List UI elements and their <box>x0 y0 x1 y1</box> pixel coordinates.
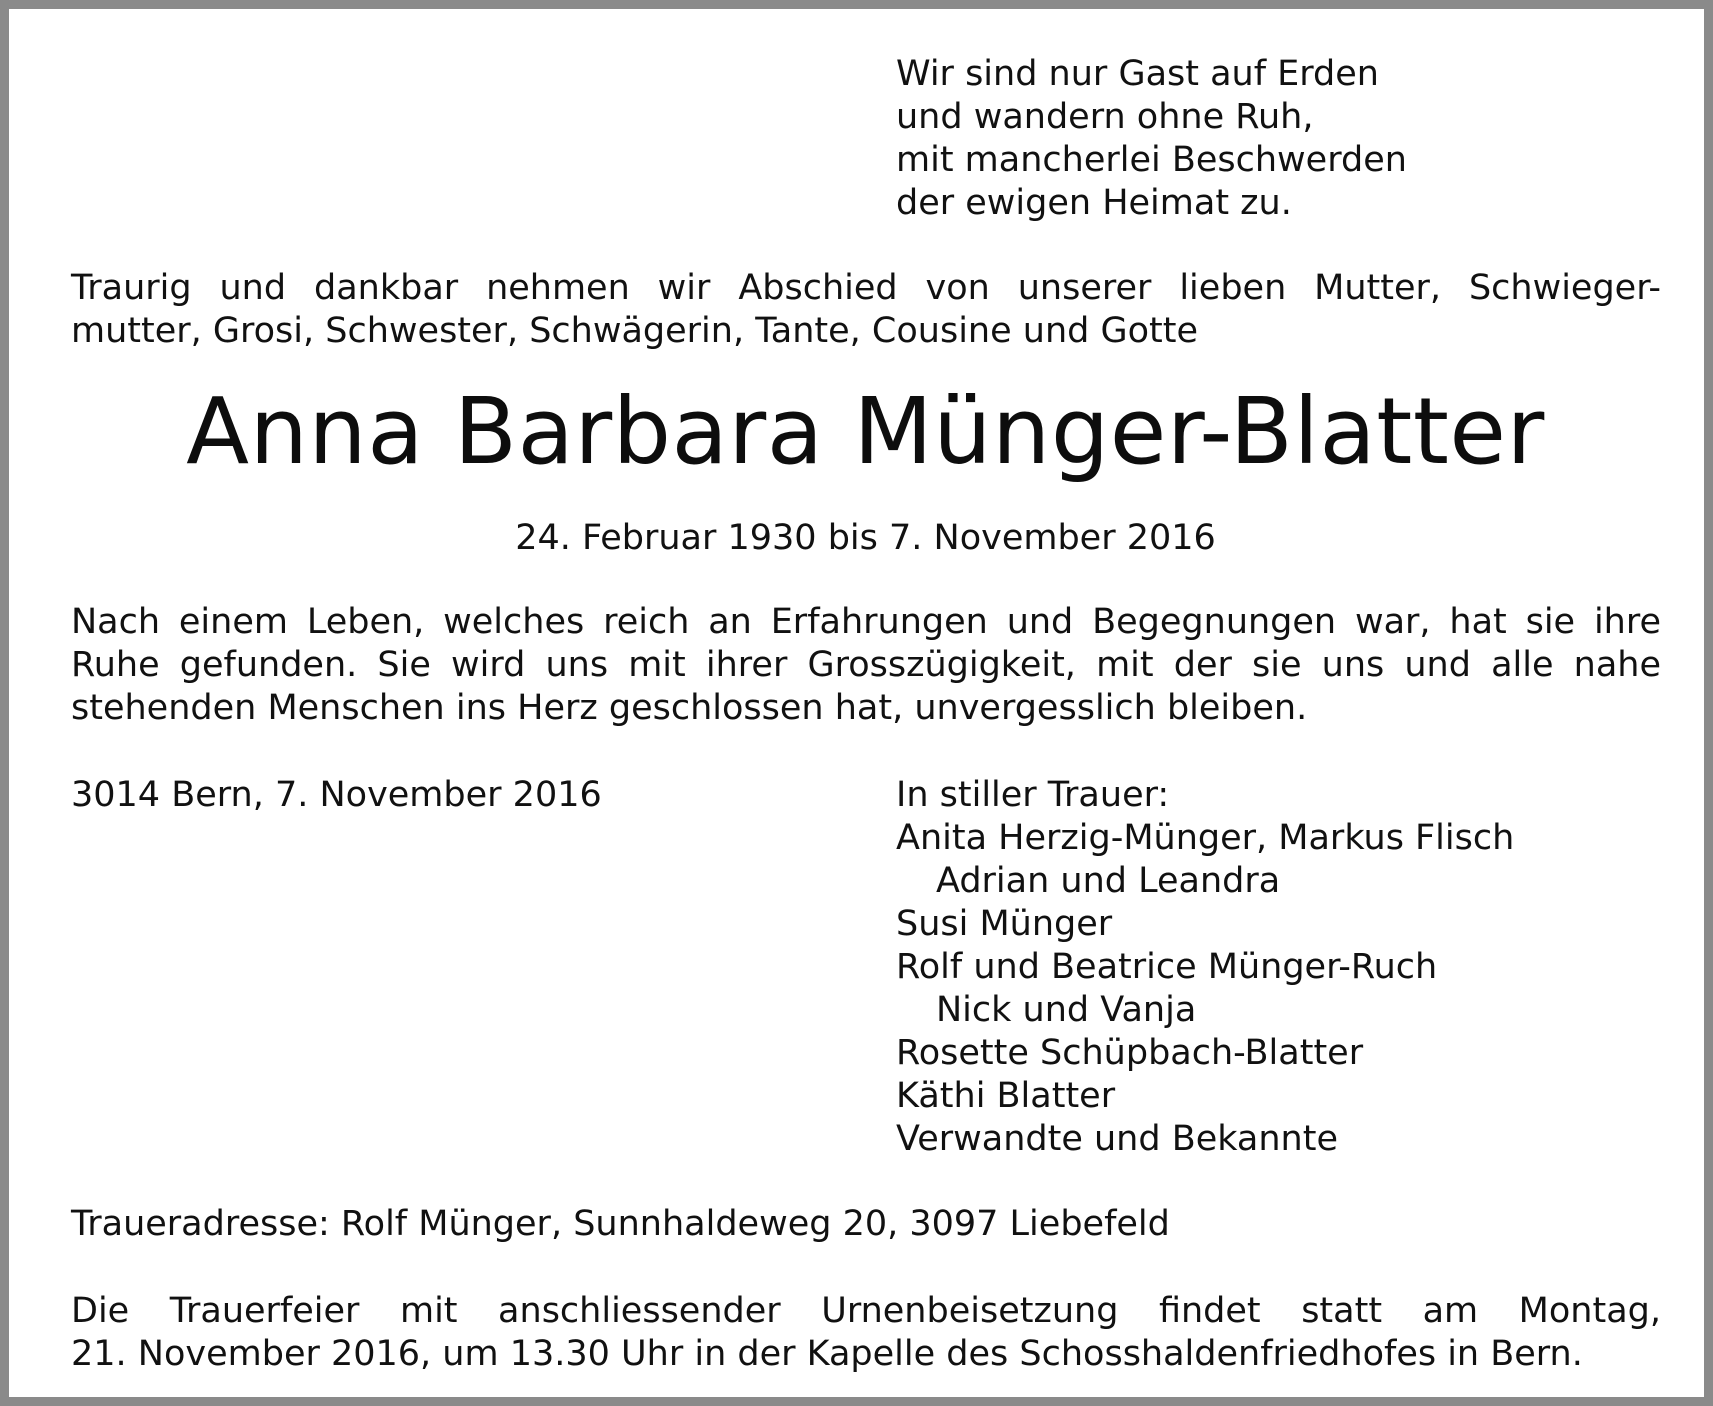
mourners-list <box>896 774 1514 1161</box>
mourner-line: Käthi Blatter <box>896 1076 1116 1116</box>
mourner-line: Rosette Schüpbach-Blatter <box>896 1033 1364 1073</box>
intro-line: mutter, Grosi, Schwester, Schwägerin, Tante, Cousine und Gotte <box>71 311 1198 351</box>
tribute-line: Ruhe gefunden. Sie wird uns mit ihrer Grosszügigkeit, mit der sie uns und alle nahe <box>71 645 1661 685</box>
intro-paragraph <box>71 267 1661 353</box>
mourner-line-indented: Adrian und Leandra <box>936 861 1281 901</box>
intro-line: Traurig und dankbar nehmen wir Abschied von unserer lieben Mutter, Schwieger- <box>71 268 1661 308</box>
mourner-line-indented: Nick und Vanja <box>936 990 1197 1030</box>
mourner-line: Susi Münger <box>896 904 1113 944</box>
mourners-heading: In stiller Trauer: <box>896 775 1170 815</box>
poem-line: mit mancherlei Beschwerden <box>896 140 1407 180</box>
mourner-line: Rolf und Beatrice Münger-Ruch <box>896 947 1438 987</box>
poem-line: Wir sind nur Gast auf Erden <box>896 54 1379 94</box>
mourner-line: Verwandte und Bekannte <box>896 1119 1338 1159</box>
poem-block <box>896 53 1407 225</box>
deceased-name: Anna Barbara Münger-Blatter <box>186 378 1545 485</box>
tribute-line: stehenden Menschen ins Herz geschlossen hat, unvergesslich bleiben. <box>71 688 1308 728</box>
place-date: 3014 Bern, 7. November 2016 <box>71 775 602 815</box>
funeral-line: 21. November 2016, um 13.30 Uhr in der Kapelle des Schosshaldenfriedhofes in Bern. <box>71 1334 1583 1374</box>
mourner-line: Anita Herzig-Münger, Markus Flisch <box>896 818 1515 858</box>
tribute-paragraph <box>71 601 1661 730</box>
funeral-paragraph <box>71 1290 1661 1376</box>
poem-line: der ewigen Heimat zu. <box>896 183 1292 223</box>
poem-line: und wandern ohne Ruh, <box>896 97 1314 137</box>
tribute-line: Nach einem Leben, welches reich an Erfahrungen und Begegnungen war, hat sie ihre <box>71 602 1661 642</box>
life-dates: 24. Februar 1930 bis 7. November 2016 <box>515 518 1216 558</box>
funeral-line: Die Trauerfeier mit anschliessender Urnenbeisetzung findet statt am Montag, <box>71 1291 1661 1331</box>
mourning-address: Traueradresse: Rolf Münger, Sunnhaldeweg 20, 3097 Liebefeld <box>71 1204 1170 1244</box>
